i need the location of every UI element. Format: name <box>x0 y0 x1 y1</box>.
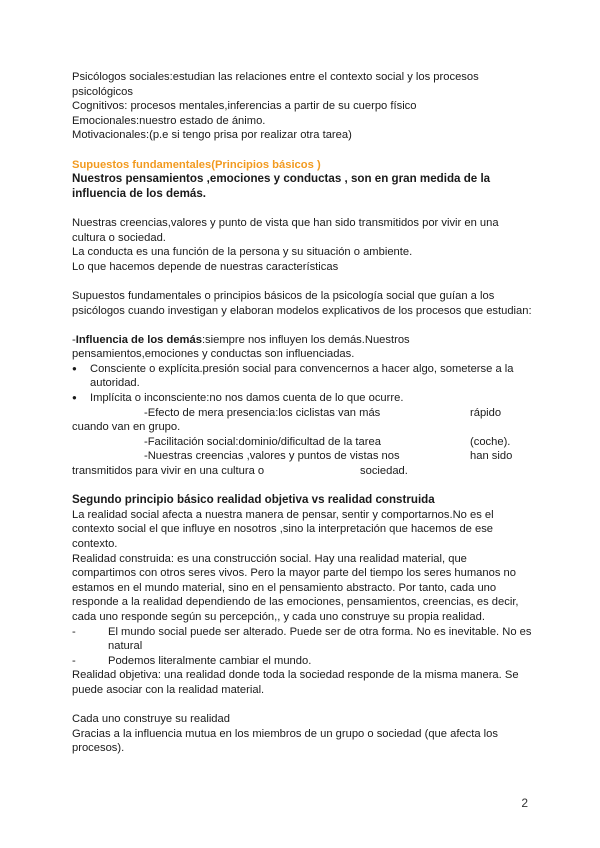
intro-line: Psicólogos sociales:estudian las relaciones entre el contexto social y los procesos psicológicos <box>72 71 479 98</box>
section-subheading: Nuestros pensamientos ,emociones y conductas , son en gran medida de la influencia de los demás. <box>72 172 491 200</box>
influence-text: :siempre nos influyen los demás.Nuestros pensamientos,emociones y conductas son influenciadas. <box>72 333 410 361</box>
intro-line: Motivacionales:(p.e si tengo prisa por realizar otra tarea) <box>72 129 352 142</box>
dash: - <box>72 654 76 667</box>
effect-text: transmitidos para vivir en una cultura o <box>72 465 265 478</box>
text-line: Nuestras creencias,valores y punto de vista que han sido transmitidos por vivir en una cultura o sociedad. <box>72 216 499 244</box>
text-line: La conducta es una función de la persona y su situación o ambiente. <box>72 246 413 259</box>
effect-text: han sido <box>470 450 513 463</box>
dash-item <box>72 625 532 654</box>
section-heading: Segundo principio básico realidad objetiva vs realidad construida <box>72 493 435 507</box>
dash-item-text: El mundo social puede ser alterado. Puede ser de otra forma. No es inevitable. No es natural <box>108 625 532 653</box>
dash: - <box>72 333 76 346</box>
intro-line: Emocionales:nuestro estado de ánimo. <box>72 114 266 127</box>
dash: - <box>72 625 76 638</box>
list-item: ● Implícita o inconsciente:no nos damos cuenta de lo que ocurre. <box>72 391 532 406</box>
effect-text: -Efecto de mera presencia:los ciclistas van más <box>144 406 381 419</box>
text-line: Lo que hacemos depende de nuestras características <box>72 260 339 273</box>
dash-item <box>72 654 532 669</box>
effect-text: rápido <box>470 406 502 419</box>
bullet-list <box>72 362 532 406</box>
influence-paragraph <box>72 333 532 362</box>
document-body <box>72 70 532 756</box>
paragraph: Realidad construida: es una construcción social. Hay una realidad material, que compartimos con otros seres vivos. Pero la mayor parte del tiempo los seres humanos no estamos en el mundo material, sino en el pensamiento abstracto. Por tanto, cada uno responde a la realidad dependiendo de las emociones, pensamientos, creencias, es decir, cada uno responde según su percepción,, y cada uno construye su propia realidad. <box>72 552 519 623</box>
list-item: ● Consciente o explícita.presión social para convencernos a hacer algo, someterse a la autoridad. <box>72 362 532 391</box>
text-line: Cada uno construye su realidad <box>72 713 230 726</box>
paragraph: Gracias a la influencia mutua en los miembros de un grupo o sociedad (que afecta los procesos). <box>72 727 498 755</box>
effect-text: sociedad. <box>360 465 408 478</box>
effect-line <box>72 449 532 464</box>
effect-line <box>72 406 532 421</box>
paragraph: La realidad social afecta a nuestra manera de pensar, sentir y comportarnos.No es el contexto social el que influye en nosotros ,sino la interpretación que hacemos de ese contexto. <box>72 508 494 550</box>
effect-line <box>72 435 532 450</box>
section-heading: Supuestos fundamentales(Principios básicos ) <box>72 158 321 171</box>
paragraph: Supuestos fundamentales o principios básicos de la psicología social que guían a los psicólogos cuando investigan y elaboran modelos explicativos de los procesos que estudian: <box>72 289 532 317</box>
effect-text: -Nuestras creencias ,valores y puntos de vistas nos <box>144 450 400 463</box>
effect-text: -Facilitación social:dominio/dificultad de la tarea <box>144 435 381 448</box>
paragraph: Realidad objetiva: una realidad donde toda la sociedad responde de la misma manera. Se puede asociar con la realidad material. <box>72 669 519 696</box>
effect-line <box>72 464 532 479</box>
influence-term: Influencia de los demás <box>75 333 202 346</box>
intro-line: Cognitivos: procesos mentales,inferencias a partir de su cuerpo físico <box>72 100 417 113</box>
effect-text: cuando van en grupo. <box>72 421 181 434</box>
dash-item-text: Podemos literalmente cambiar el mundo. <box>108 654 312 667</box>
page-number: 2 <box>521 796 528 810</box>
effect-text: (coche). <box>470 435 511 448</box>
